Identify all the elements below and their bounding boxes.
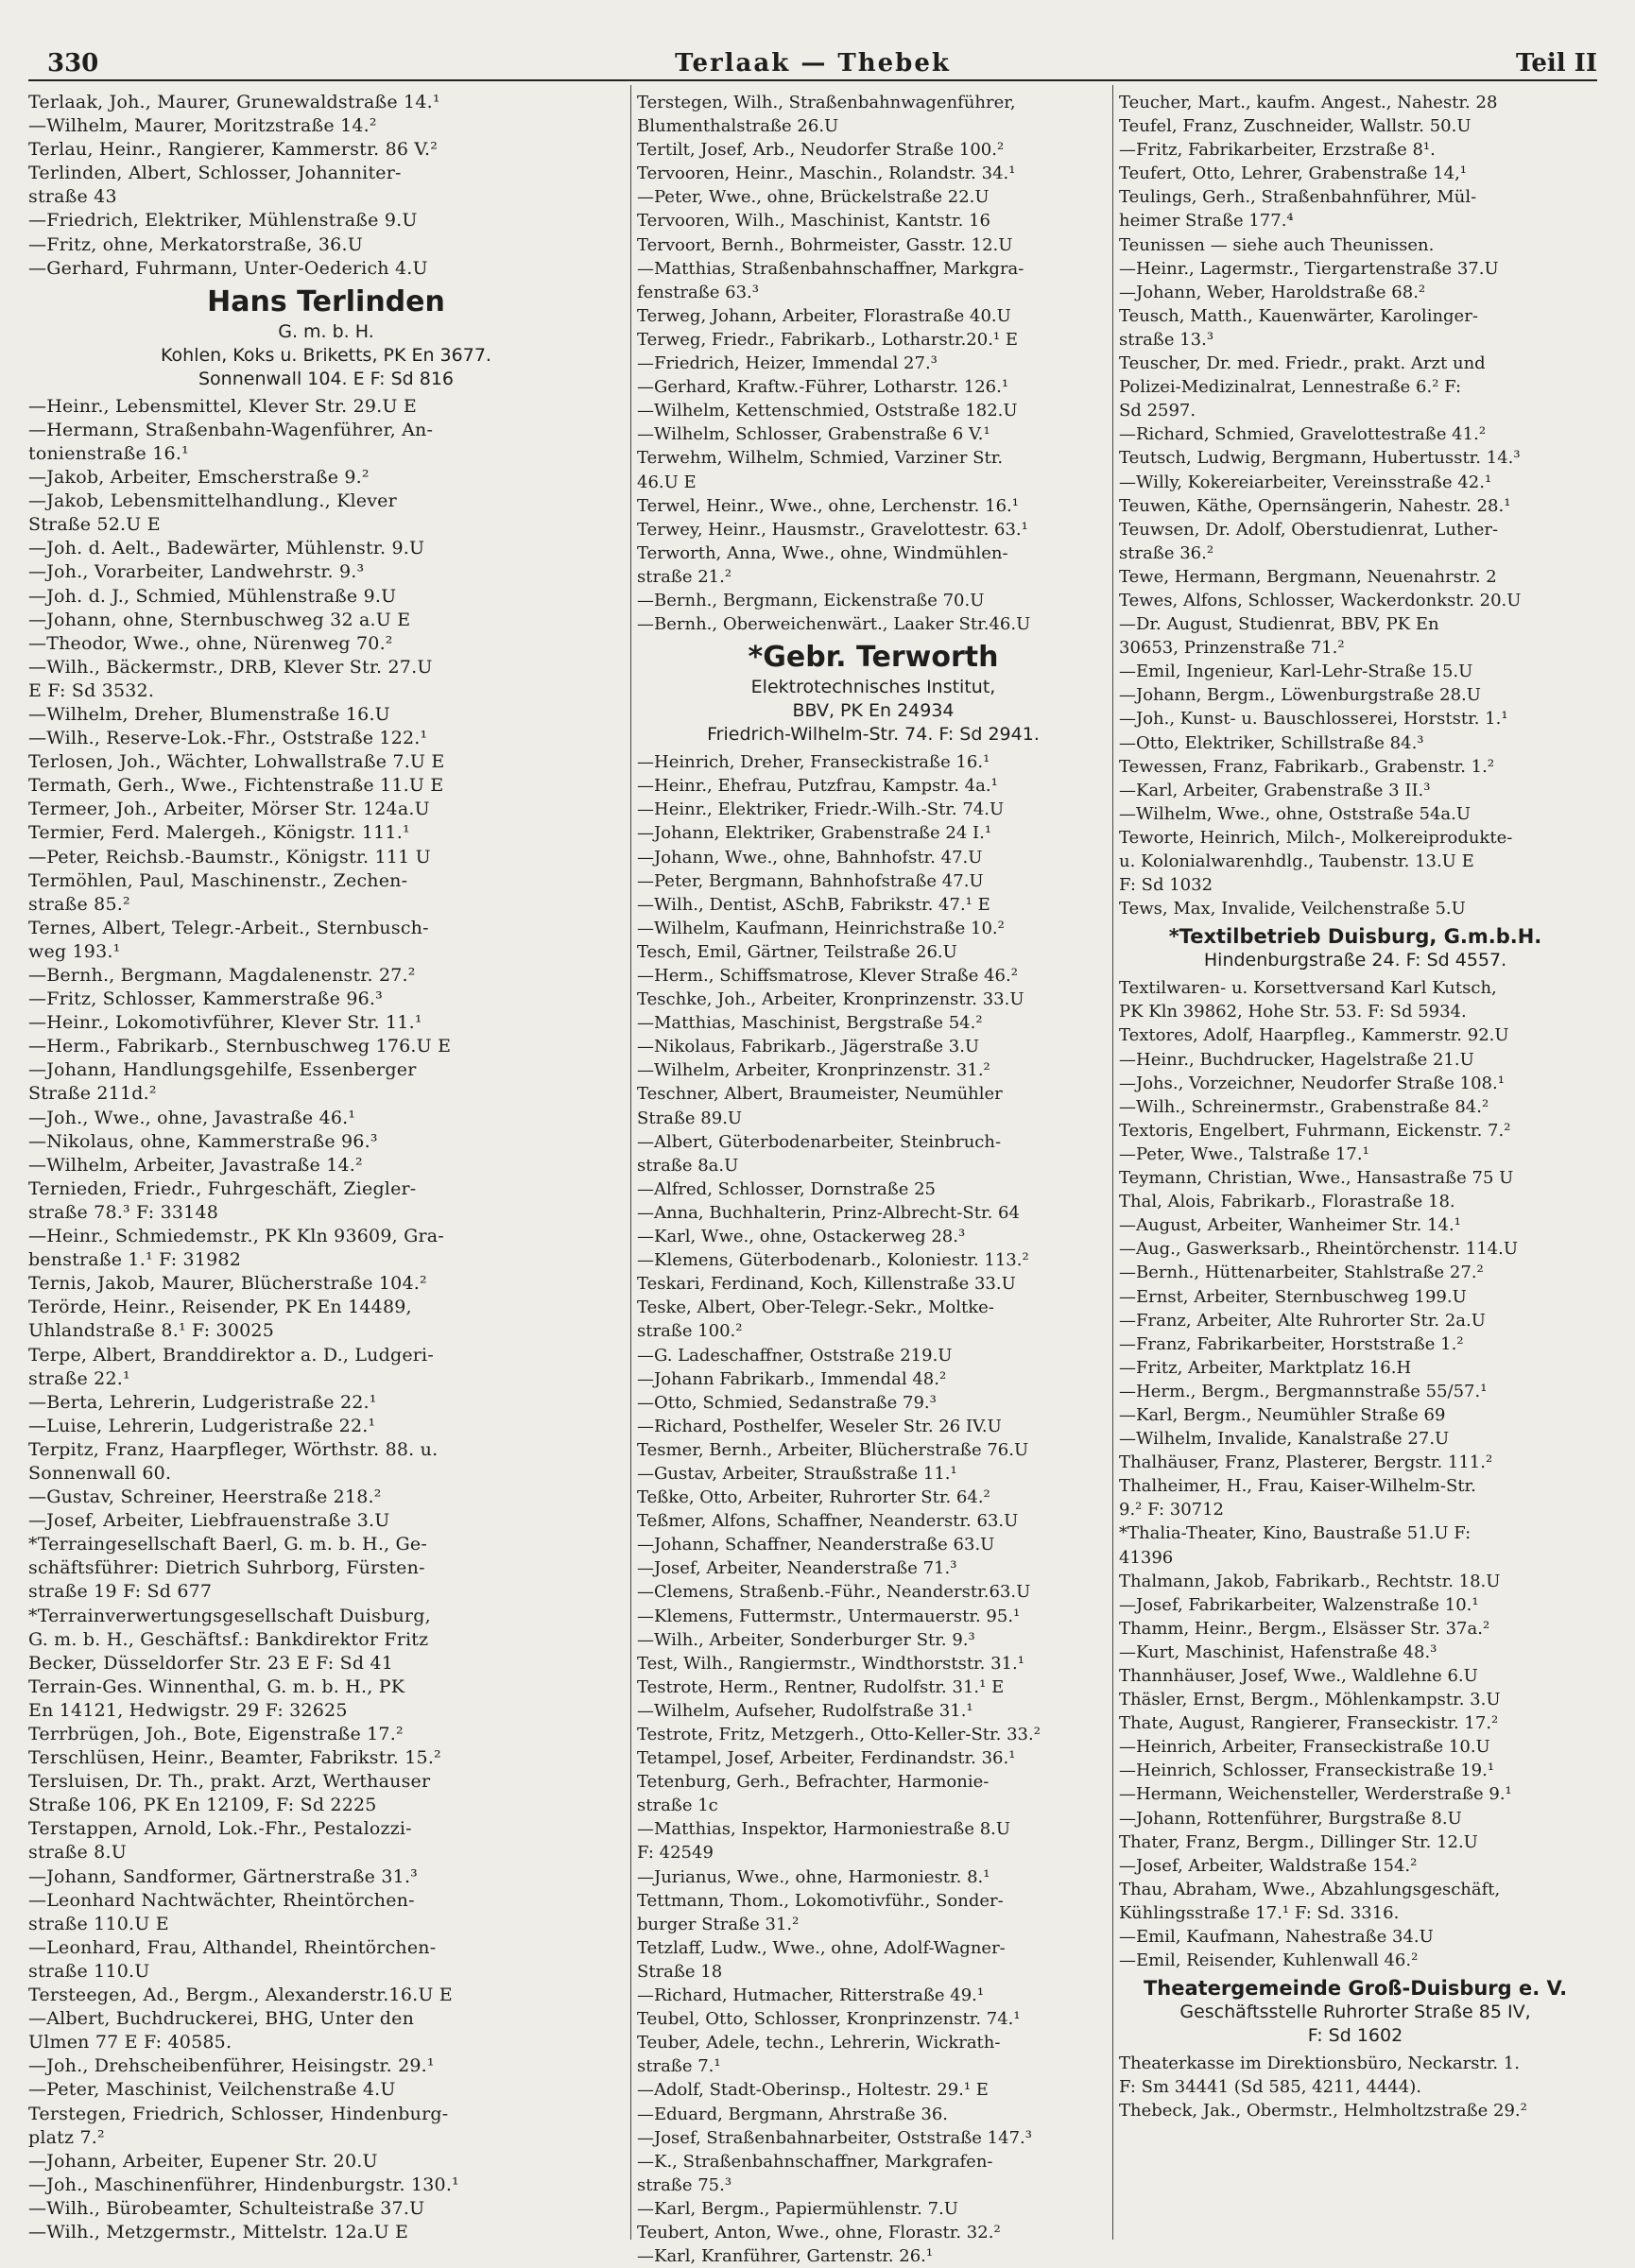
directory-entry-line: —Gustav, Schreiner, Heerstraße 218.² [28,1486,382,1508]
directory-entry-line: Textilwaren- u. Korsettversand Karl Kutsch, [1119,978,1497,999]
directory-entry-line: Tewe, Hermann, Bergmann, Neuenahrstr. 2 [1119,566,1497,587]
directory-entry-line: Teuber, Adele, techn., Lehrerin, Wickrath- [637,2033,1001,2053]
advertisement-line: F: Sd 1602 [1307,2025,1403,2047]
directory-entry-line: Teschner, Albert, Braumeister, Neumühler [637,1084,1003,1105]
directory-entry-line: Test, Wilh., Rangiermstr., Windthorststr. 31.¹ [637,1653,1024,1674]
directory-entry-line: —Johann, Handlungsgehilfe, Essenberger [28,1059,417,1081]
directory-entry-line: Tetzlaff, Ludw., Wwe., ohne, Adolf-Wagner- [637,1937,1006,1958]
directory-entry-line: —Gerhard, Kraftw.-Führer, Lotharstr. 126.¹ [637,377,1009,398]
directory-entry-line: Termath, Gerh., Wwe., Fichtenstraße 11.U E [28,775,444,797]
directory-entry-line: Thal, Alois, Fabrikarb., Florastraße 18. [1119,1192,1455,1212]
directory-entry-line: —Bernh., Bergmann, Eickenstraße 70.U [637,590,985,610]
directory-entry-line: Teskari, Ferdinand, Koch, Killenstraße 33.U [637,1274,1016,1295]
advertisement-line: Elektrotechnisches Institut, [750,677,996,698]
directory-entry-line: Terstegen, Friedrich, Schlosser, Hindenburg- [28,2103,449,2124]
directory-entry-line: Tervooren, Wilh., Maschinist, Kantstr. 16 [637,211,991,232]
directory-entry-line: —Wilhelm, Maurer, Moritzstraße 14.² [28,115,377,137]
directory-entry-line: —Johann, Sandformer, Gärtnerstraße 31.³ [28,1865,418,1887]
directory-entry-line: Tewessen, Franz, Fabrikarb., Grabenstr. 1.² [1119,756,1495,777]
directory-entry-line: 30653, Prinzenstraße 71.² [1119,638,1345,659]
advertisement-line: BBV, PK En 24934 [792,700,955,722]
directory-entry-line: —Wilh., Schreinermstr., Grabenstraße 84.² [1119,1096,1489,1117]
directory-entry-line: —Franz, Arbeiter, Alte Ruhrorter Str. 2a.U [1119,1310,1486,1331]
directory-entry-line: —Wilh., Reserve-Lok.-Fhr., Oststraße 122.¹ [28,728,428,749]
directory-entry-line: —Jurianus, Wwe., ohne, Harmoniestr. 8.¹ [637,1866,990,1887]
directory-entry-line: u. Kolonialwarenhdlg., Taubenstr. 13.U E [1119,851,1474,871]
directory-entry-line: —Karl, Bergm., Papiermühlenstr. 7.U [637,2198,958,2219]
directory-entry-line: Kühlingsstraße 17.¹ F: Sd. 3316. [1119,1902,1400,1923]
directory-entry-line: —Heinrich, Arbeiter, Franseckistraße 10.U [1119,1737,1490,1758]
directory-entry-line: Terwehm, Wilhelm, Schmied, Varziner Str. [637,448,1004,469]
directory-entry-line: —Willy, Kokereiarbeiter, Vereinsstraße 42.¹ [1119,472,1492,492]
directory-entry-line: Terpitz, Franz, Haarpfleger, Wörthstr. 88. u. [28,1438,439,1460]
directory-entry-line: 9.² F: 30712 [1119,1500,1225,1521]
directory-entry-line: Tetenburg, Gerh., Befrachter, Harmonie- [637,1772,990,1793]
directory-entry-line: —Joh., Kunst- u. Bauschlosserei, Horststr. 1.¹ [1119,709,1508,730]
directory-entry-line: —Johann, Arbeiter, Eupener Str. 20.U [28,2150,378,2172]
directory-entry-line: —Fritz, ohne, Merkatorstraße, 36.U [28,233,363,255]
directory-entry-line: Blumenthalstraße 26.U [637,116,839,137]
directory-entry-line: Teßke, Otto, Arbeiter, Ruhrorter Str. 64.² [637,1487,990,1508]
directory-entry-line: Tersluisen, Dr. Th., prakt. Arzt, Werthauser [28,1771,431,1793]
directory-entry-line: —Ernst, Arbeiter, Sternbuschweg 199.U [1119,1286,1467,1307]
directory-entry-line: straße 110.U [28,1960,150,1982]
directory-entry-line: —Otto, Schmied, Sedanstraße 79.³ [637,1392,937,1413]
directory-entry-line: Tews, Max, Invalide, Veilchenstraße 5.U [1119,899,1466,919]
directory-entry-line: straße 75.³ [637,2174,732,2195]
directory-entry-line: Terlaak, Joh., Maurer, Grunewaldstraße 14.¹ [28,92,440,112]
directory-entry-line: —Richard, Hutmacher, Ritterstraße 49.¹ [637,1985,985,2006]
directory-entry-line: Tewes, Alfons, Schlosser, Wackerdonkstr. 20.U [1119,590,1522,610]
directory-entry-line: tonienstraße 16.¹ [28,442,189,464]
directory-entry-line: —Richard, Schmied, Gravelottestraße 41.² [1119,424,1487,445]
directory-entry-line: —Fritz, Schlosser, Kammerstraße 96.³ [28,988,383,1010]
directory-entry-line: Sonnenwall 60. [28,1462,172,1484]
directory-entry-line: Terlau, Heinr., Rangierer, Kammerstr. 86 V.² [28,139,439,161]
advertisement-block [1119,1976,1592,2048]
directory-entry-line: —Joh. d. Aelt., Badewärter, Mühlenstr. 9.U [28,538,425,559]
directory-entry-line: Textores, Adolf, Haarpfleg., Kammerstr. 92.U [1119,1025,1509,1046]
column-3 [1119,91,1592,2123]
directory-entry-line: —Friedrich, Heizer, Immendal 27.³ [637,353,938,374]
advertisement-line: G. m. b. H. [278,320,374,342]
directory-entry-line: —Karl, Kranführer, Gartenstr. 26.¹ [637,2246,934,2267]
directory-entry-line: —Wilh., Bürobeamter, Schulteistraße 37.U [28,2197,425,2219]
directory-entry-line: Terweg, Friedr., Fabrikarb., Lotharstr.20.¹ E [637,329,1018,350]
directory-entry-line: Ternieden, Friedr., Fuhrgeschäft, Ziegler- [28,1177,417,1199]
directory-entry-line: —Bernh., Bergmann, Magdalenenstr. 27.² [28,965,416,986]
directory-entry-line: —Josef, Straßenbahnarbeiter, Oststraße 147.³ [637,2127,1032,2148]
directory-entry-line: —Heinr., Buchdrucker, Hagelstraße 21.U [1119,1049,1474,1070]
directory-entry-line: Terlosen, Joh., Wächter, Lohwallstraße 7.U E [28,751,445,773]
directory-entry-line: —Klemens, Futtermstr., Untermauerstr. 95.¹ [637,1606,1021,1626]
directory-entry-line: schäftsführer: Dietrich Suhrborg, Fürsten- [28,1557,425,1579]
directory-entry-line: Termeer, Joh., Arbeiter, Mörser Str. 124a.U [28,799,430,820]
directory-entry-line: *Terraingesellschaft Baerl, G. m. b. H., Ge- [28,1534,427,1555]
directory-entry-line: —Johann, Bergm., Löwenburgstraße 28.U [1119,685,1481,706]
directory-entry-line: Teucher, Mart., kaufm. Angest., Nahestr. 28 [1119,93,1498,112]
directory-entry-line: —Leonhard Nachtwächter, Rheintörchen- [28,1889,415,1911]
directory-entry-line: Thebeck, Jak., Obermstr., Helmholtzstraße 29.² [1119,2101,1527,2122]
directory-entry-line: straße 19 F: Sd 677 [28,1581,213,1603]
column-divider [1112,85,1113,2240]
directory-entry-line: Teubel, Otto, Schlosser, Kronprinzenstr. 74.¹ [637,2009,1021,2030]
directory-entry-line: —Wilh., Bäckermstr., DRB, Klever Str. 27.U [28,656,433,678]
directory-entry-line: Teusch, Matth., Kauenwärter, Karolinger- [1119,305,1478,326]
directory-entry-line: Sd 2597. [1119,401,1196,421]
directory-entry-line: benstraße 1.¹ F: 31982 [28,1249,241,1271]
directory-entry-line: platz 7.² [28,2126,105,2148]
directory-entry-line: Thäsler, Ernst, Bergm., Möhlenkampstr. 3.U [1119,1690,1501,1710]
column-2 [637,91,1110,2268]
directory-entry-line: —Wilh., Dentist, ASchB, Fabrikstr. 47.¹ E [637,894,990,915]
directory-entry-line: Straße 89.U [637,1108,743,1128]
directory-entry-line: —Johann, Schaffner, Neanderstraße 63.U [637,1535,995,1555]
directory-entry-line: —Nikolaus, Fabrikarb., Jägerstraße 3.U [637,1037,980,1057]
directory-entry-line: —Theodor, Wwe., ohne, Nürenweg 70.² [28,632,393,654]
directory-entry-line: Teufert, Otto, Lehrer, Grabenstraße 14,¹ [1119,163,1468,184]
directory-entry-line: —Bernh., Oberweichenwärt., Laaker Str.46.U [637,614,1031,635]
directory-entry-line: —Johann, Rottenführer, Burgstraße 8.U [1119,1808,1462,1829]
directory-entry-line: Straße 106, PK En 12109, F: Sd 2225 [28,1795,377,1816]
directory-entry-line: —Herm., Bergm., Bergmannstraße 55/57.¹ [1119,1381,1488,1401]
directory-entry-line: straße 78.³ F: 33148 [28,1201,219,1223]
directory-entry-line: —Josef, Arbeiter, Neanderstraße 71.³ [637,1558,957,1579]
directory-entry-line: —Peter, Wwe., Talstraße 17.¹ [1119,1143,1369,1164]
advertisement-line: Friedrich-Wilhelm-Str. 74. F: Sd 2941. [707,724,1040,746]
directory-entry-line: Terschlüsen, Heinr., Beamter, Fabrikstr. 15.² [28,1747,441,1769]
directory-entry-line: —Josef, Arbeiter, Waldstraße 154.² [1119,1855,1418,1876]
advertisement-line: *Textilbetrieb Duisburg, G.m.b.H. [1168,925,1542,949]
directory-entry-line: —Heinr., Ehefrau, Putzfrau, Kampstr. 4a.¹ [637,776,998,797]
directory-entry-line: Teulings, Gerh., Straßenbahnführer, Mül- [1119,187,1477,208]
directory-entry-line: Ternis, Jakob, Maurer, Blücherstraße 104.² [28,1273,427,1295]
directory-entry-line: —Matthias, Straßenbahnschaffner, Markgra- [637,258,1024,279]
directory-entry-line: —Joh., Wwe., ohne, Javastraße 46.¹ [28,1107,356,1128]
directory-entry-line: heimer Straße 177.⁴ [1119,211,1294,232]
advertisement-block [28,284,624,391]
directory-entry-line: Tettmann, Thom., Lokomotivführ., Sonder- [637,1890,1004,1911]
directory-entry-line: Teubert, Anton, Wwe., ohne, Florastr. 32.² [637,2222,1001,2242]
directory-entry-line: Teymann, Christian, Wwe., Hansastraße 75 U [1119,1168,1514,1189]
directory-entry-line: Terwey, Heinr., Hausmstr., Gravelottestr. 63.¹ [637,519,1028,540]
directory-entry-line: —Clemens, Straßenb.-Führ., Neanderstr.63.U [637,1582,1031,1603]
directory-entry-line: Uhlandstraße 8.¹ F: 30025 [28,1320,274,1342]
directory-entry-line: *Thalia-Theater, Kino, Baustraße 51.U F: [1119,1523,1472,1544]
directory-entry-line: Teworte, Heinrich, Milch-, Molkereiprodukte- [1119,827,1513,848]
directory-entry-line: —Heinr., Lebensmittel, Klever Str. 29.U E [28,395,417,417]
directory-entry-line: straße 85.² [28,893,130,915]
directory-entry-line: —Aug., Gaswerksarb., Rheintörchenstr. 114.U [1119,1239,1518,1260]
directory-entry-line: Terweg, Johann, Arbeiter, Florastraße 40.U [637,305,1011,326]
directory-entry-line: —Emil, Kaufmann, Nahestraße 34.U [1119,1927,1434,1948]
directory-entry-line: Terrain-Ges. Winnenthal, G. m. b. H., PK [28,1675,405,1697]
running-title: Terlaak — Thebek [675,49,951,77]
directory-entry-line: —Joh. d. J., Schmied, Mühlenstraße 9.U [28,585,397,607]
directory-entry-line: —Franz, Fabrikarbeiter, Horststraße 1.² [1119,1333,1464,1354]
directory-entry-line: —Hermann, Weichensteller, Werderstraße 9.¹ [1119,1784,1512,1805]
directory-entry-line: —Wilhelm, Wwe., ohne, Oststraße 54a.U [1119,803,1472,824]
directory-entry-line: —Dr. August, Studienrat, BBV, PK En [1119,614,1439,635]
directory-entry-line: Straße 52.U E [28,514,161,536]
directory-entry-line: Polizei-Medizinalrat, Lennestraße 6.² F: [1119,377,1462,398]
directory-entry-line: Terrbrügen, Joh., Bote, Eigenstraße 17.² [28,1724,404,1744]
directory-entry-line: 41396 [1119,1547,1174,1568]
directory-entry-line: Termöhlen, Paul, Maschinenstr., Zechen- [28,869,408,891]
directory-entry-line: —Klemens, Güterbodenarb., Koloniestr. 113.² [637,1250,1029,1271]
directory-entry-line: —Johs., Vorzeichner, Neudorfer Straße 108.¹ [1119,1073,1505,1093]
directory-entry-line: Testrote, Herm., Rentner, Rudolfstr. 31.¹ E [637,1676,1005,1697]
directory-entry-line: Becker, Düsseldorfer Str. 23 E F: Sd 41 [28,1652,394,1674]
directory-entry-line: Terstappen, Arnold, Lok.-Fhr., Pestalozzi- [28,1818,412,1840]
directory-entry-line: —Johann, Weber, Haroldstraße 68.² [1119,282,1426,302]
directory-entry-line: —Albert, Buchdruckerei, BHG, Unter den [28,2008,415,2030]
directory-entry-line: —Gustav, Arbeiter, Straußstraße 11.¹ [637,1463,957,1484]
directory-entry-line: F: 42549 [637,1843,714,1864]
directory-entry-line: G. m. b. H., Geschäftsf.: Bankdirektor Fritz [28,1628,429,1650]
directory-entry-line: —Heinr., Elektriker, Friedr.-Wilh.-Str. 74.U [637,799,1005,820]
directory-entry-line: —Matthias, Maschinist, Bergstraße 54.² [637,1013,983,1034]
directory-entry-line: —Peter, Reichsb.-Baumstr., Königstr. 111 U [28,846,431,868]
advertisement-block [1119,924,1592,972]
directory-entry-line: straße 43 [28,186,117,208]
directory-entry-line: Terpe, Albert, Branddirektor a. D., Ludgeri- [28,1344,434,1366]
advertisement-line: Sonnenwall 104. E F: Sd 816 [198,368,454,389]
directory-entry-line: Tesch, Emil, Gärtner, Teilstraße 26.U [637,941,957,962]
directory-entry-line: —Anna, Buchhalterin, Prinz-Albrecht-Str. 64 [637,1202,1020,1223]
directory-entry-line: —Otto, Elektriker, Schillstraße 84.³ [1119,732,1424,753]
directory-entry-line: straße 8.U [28,1842,127,1864]
directory-entry-line: —Albert, Güterbodenarbeiter, Steinbruch- [637,1131,1002,1152]
directory-entry-line: —Wilhelm, Aufseher, Rudolfstraße 31.¹ [637,1700,973,1721]
directory-entry-line: —Joh., Maschinenführer, Hindenburgstr. 130.¹ [28,2174,459,2195]
directory-entry-line: —Wilhelm, Dreher, Blumenstraße 16.U [28,703,390,725]
directory-entry-line: Straße 211d.² [28,1083,157,1105]
directory-entry-line: Ternes, Albert, Telegr.-Arbeit., Sternbusch- [28,917,429,938]
directory-entry-line: —Fritz, Arbeiter, Marktplatz 16.H [1119,1357,1412,1378]
directory-entry-line: —Johann Fabrikarb., Immendal 48.² [637,1368,947,1389]
directory-entry-line: —Heinr., Lagermstr., Tiergartenstraße 37.U [1119,258,1499,279]
directory-entry-line: —Bernh., Hüttenarbeiter, Stahlstraße 27.² [1119,1263,1484,1283]
directory-entry-line: —Nikolaus, ohne, Kammerstraße 96.³ [28,1130,378,1152]
directory-entry-line: —Wilhelm, Invalide, Kanalstraße 27.U [1119,1429,1450,1450]
directory-entry-line: burger Straße 31.² [637,1914,800,1934]
directory-entry-line: Tervooren, Heinr., Maschin., Rolandstr. 34.¹ [637,163,1016,184]
directory-entry-line: —Peter, Bergmann, Bahnhofstraße 47.U [637,870,984,891]
directory-entry-line: —Luise, Lehrerin, Ludgeristraße 22.¹ [28,1415,376,1436]
directory-entry-line: —Joh., Vorarbeiter, Landwehrstr. 9.³ [28,561,365,583]
directory-entry-line: Terörde, Heinr., Reisender, PK En 14489, [28,1297,412,1318]
directory-entry-line: —Karl, Wwe., ohne, Ostackerweg 28.³ [637,1227,966,1247]
directory-entry-line: straße 36.² [1119,542,1214,563]
directory-entry-line: —Leonhard, Frau, Althandel, Rheintörchen- [28,1936,437,1958]
directory-entry-line: Teutsch, Ludwig, Bergmann, Hubertusstr. 14.³ [1119,448,1521,469]
directory-entry-line: —Josef, Fabrikarbeiter, Walzenstraße 10.¹ [1119,1594,1479,1615]
directory-entry-line: Thannhäuser, Josef, Wwe., Waldlehne 6.U [1119,1666,1478,1686]
directory-entry-line: —Karl, Arbeiter, Grabenstraße 3 II.³ [1119,780,1431,800]
directory-entry-line: Theaterkasse im Direktionsbüro, Neckarstr. 1. [1119,2053,1520,2074]
directory-entry-line: —Wilhelm, Kaufmann, Heinrichstraße 10.² [637,918,1005,938]
advertisement-line: Geschäftsstelle Ruhrorter Straße 85 IV, [1179,2002,1531,2023]
directory-entry-line: Terstegen, Wilh., Straßenbahnwagenführer, [637,93,1016,112]
advertisement-line: Theatergemeinde Groß-Duisburg e. V. [1143,1977,1568,2001]
directory-entry-line: straße 7.¹ [637,2056,721,2077]
directory-entry-line: —Joh., Drehscheibenführer, Heisingstr. 29.¹ [28,2055,435,2077]
directory-entry-line: straße 100.² [637,1321,743,1342]
directory-entry-line: Terworth, Anna, Wwe., ohne, Windmühlen- [637,542,1008,563]
advertisement-line: Hindenburgstraße 24. F: Sd 4557. [1203,950,1507,971]
directory-entry-line: Tetampel, Josef, Arbeiter, Ferdinandstr. 36.¹ [637,1748,1016,1769]
directory-entry-line: —Josef, Arbeiter, Liebfrauenstraße 3.U [28,1510,390,1532]
directory-entry-line: —Heinr., Schmiedemstr., PK Kln 93609, Gra- [28,1226,444,1247]
directory-entry-line: Thalheimer, H., Frau, Kaiser-Wilhelm-Str. [1119,1476,1476,1497]
directory-entry-line: Straße 18 [637,1961,723,1982]
directory-entry-line: —Wilhelm, Schlosser, Grabenstraße 6 V.¹ [637,424,990,445]
directory-entry-line: —Fritz, Fabrikarbeiter, Erzstraße 8¹. [1119,140,1436,161]
directory-entry-line: Tersteegen, Ad., Bergm., Alexanderstr.16.U E [28,1984,453,2006]
column-divider [630,85,631,2240]
directory-entry-line: —Heinr., Lokomotivführer, Klever Str. 11.¹ [28,1012,422,1034]
directory-entry-line: Testrote, Fritz, Metzgerh., Otto-Keller-Str. 33.² [637,1725,1041,1744]
directory-entry-line: —Peter, Maschinist, Veilchenstraße 4.U [28,2079,396,2101]
directory-entry-line: Thate, August, Rangierer, Franseckistr. 17.² [1119,1713,1499,1734]
directory-entry-line: straße 22.¹ [28,1367,130,1389]
directory-entry-line: —August, Arbeiter, Wanheimer Str. 14.¹ [1119,1215,1461,1236]
directory-entry-line: —Alfred, Schlosser, Dornstraße 25 [637,1178,937,1199]
part-label: Teil II [1515,49,1597,77]
directory-entry-line: Teuscher, Dr. med. Friedr., prakt. Arzt und [1119,353,1486,374]
directory-entry-line: E F: Sd 3532. [28,679,155,701]
directory-entry-line: —Heinrich, Dreher, Franseckistraße 16.¹ [637,752,990,773]
directory-entry-line: Tesmer, Bernh., Arbeiter, Blücherstraße 76.U [637,1439,1029,1460]
directory-entry-line: —Herm., Schiffsmatrose, Klever Straße 46.² [637,966,1018,986]
directory-entry-line: —Karl, Bergm., Neumühler Straße 69 [1119,1404,1446,1425]
directory-entry-line: F: Sm 34441 (Sd 585, 4211, 4444). [1119,2077,1421,2098]
directory-entry-line: —Heinrich, Schlosser, Franseckistraße 19.¹ [1119,1761,1495,1781]
directory-entry-line: —Johann, Elektriker, Grabenstraße 24 I.¹ [637,823,992,844]
directory-entry-line: —Wilh., Metzgermstr., Mittelstr. 12a.U E [28,2221,409,2242]
directory-entry-line: —Friedrich, Elektriker, Mühlenstraße 9.U [28,210,418,232]
directory-entry-line: Tervoort, Bernh., Bohrmeister, Gasstr. 12.U [637,234,1013,255]
directory-entry-line: Thater, Franz, Bergm., Dillinger Str. 12.U [1119,1831,1478,1852]
directory-entry-line: Teßmer, Alfons, Schaffner, Neanderstr. 63.U [637,1511,1019,1532]
directory-entry-line: Teufel, Franz, Zuschneider, Wallstr. 50.U [1119,116,1472,137]
directory-entry-line: Teunissen — siehe auch Theunissen. [1119,234,1435,255]
directory-entry-line: straße 13.³ [1119,329,1214,350]
directory-entry-line: —Herm., Fabrikarb., Sternbuschweg 176.U E [28,1036,452,1057]
directory-entry-line: —Johann, ohne, Sternbuschweg 32 a.U E [28,609,411,630]
directory-entry-line: Thau, Abraham, Wwe., Abzahlungsgeschäft, [1119,1879,1501,1899]
directory-entry-line: En 14121, Hedwigstr. 29 F: 32625 [28,1699,348,1721]
directory-entry-line: straße 110.U E [28,1913,169,1934]
directory-entry-line: —Johann, Wwe., ohne, Bahnhofstr. 47.U [637,847,983,868]
advertisement-line: *Gebr. Terworth [748,641,999,675]
directory-entry-line: Teuwen, Käthe, Opernsängerin, Nahestr. 28.¹ [1119,495,1511,516]
directory-entry-line: weg 193.¹ [28,940,121,962]
advertisement-line: Hans Terlinden [207,284,445,318]
directory-entry-line: Teschke, Joh., Arbeiter, Kronprinzenstr. 33.U [637,989,1024,1010]
directory-entry-line: —Richard, Posthelfer, Weseler Str. 26 IV.U [637,1416,1002,1436]
column-1 [28,91,624,2244]
advertisement-line: Kohlen, Koks u. Briketts, PK En 3677. [161,344,491,366]
directory-entry-line: Teske, Albert, Ober-Telegr.-Sekr., Moltke- [637,1297,994,1318]
directory-entry-line: —Kurt, Maschinist, Hafenstraße 48.³ [1119,1641,1437,1662]
directory-entry-line: —Emil, Ingenieur, Karl-Lehr-Straße 15.U [1119,662,1473,682]
directory-entry-line: —Peter, Wwe., ohne, Brückelstraße 22.U [637,187,990,208]
directory-entry-line: —Jakob, Arbeiter, Emscherstraße 9.² [28,467,370,489]
directory-entry-line: F: Sd 1032 [1119,875,1213,896]
directory-entry-line: —Wilh., Arbeiter, Sonderburger Str. 9.³ [637,1629,975,1650]
page-number: 330 [47,49,99,77]
directory-entry-line: straße 21.² [637,566,732,587]
directory-entry-line: Textoris, Engelbert, Fuhrmann, Eickenstr. 7.² [1119,1120,1511,1141]
directory-entry-line: —Jakob, Lebensmittelhandlung., Klever [28,490,397,512]
directory-entry-line: Teuwsen, Dr. Adolf, Oberstudienrat, Luther- [1119,519,1499,540]
directory-entry-line: Thalhäuser, Franz, Plasterer, Bergstr. 111.² [1119,1452,1493,1473]
directory-entry-line: —K., Straßenbahnschaffner, Markgrafen- [637,2151,993,2172]
page-header [28,47,1597,81]
directory-entry-line: straße 1c [637,1796,718,1816]
directory-entry-line: —Wilhelm, Arbeiter, Kronprinzenstr. 31.² [637,1060,990,1081]
directory-entry-line: —Gerhard, Fuhrmann, Unter-Oederich 4.U [28,257,428,279]
directory-entry-line: Thamm, Heinr., Bergm., Elsässer Str. 37a.² [1119,1618,1490,1639]
directory-entry-line: Tertilt, Josef, Arb., Neudorfer Straße 100.² [637,140,1005,161]
directory-entry-line: Termier, Ferd. Malergeh., Königstr. 111.¹ [28,822,410,844]
directory-entry-line: Thalmann, Jakob, Fabrikarb., Rechtstr. 18.U [1119,1571,1501,1591]
directory-entry-line: —Adolf, Stadt-Oberinsp., Holtestr. 29.¹ E [637,2080,989,2101]
directory-entry-line: —Matthias, Inspektor, Harmoniestraße 8.U [637,1819,1011,1840]
directory-entry-line: fenstraße 63.³ [637,282,759,302]
directory-entry-line: Terwel, Heinr., Wwe., ohne, Lerchenstr. 16.¹ [637,495,1019,516]
directory-entry-line: *Terrainverwertungsgesellschaft Duisburg, [28,1605,431,1626]
directory-entry-line: —Eduard, Bergmann, Ahrstraße 36. [637,2104,949,2124]
directory-entry-line: —Wilhelm, Kettenschmied, Oststraße 182.U [637,401,1018,421]
directory-entry-line: 46.U E [637,472,697,492]
directory-entry-line: —Hermann, Straßenbahn-Wagenführer, An- [28,419,434,440]
directory-entry-line: straße 8a.U [637,1155,739,1176]
directory-entry-line: —Emil, Reisender, Kuhlenwall 46.² [1119,1950,1419,1971]
directory-entry-line: —G. Ladeschaffner, Oststraße 219.U [637,1345,953,1366]
directory-entry-line: PK Kln 39862, Hohe Str. 53. F: Sd 5934. [1119,1002,1467,1022]
directory-entry-line: Terlinden, Albert, Schlosser, Johanniter- [28,163,402,184]
directory-entry-line: —Berta, Lehrerin, Ludgeristraße 22.¹ [28,1391,377,1413]
advertisement-block [637,640,1110,747]
directory-entry-line: Ulmen 77 E F: 40585. [28,2032,232,2053]
directory-entry-line: —Wilhelm, Arbeiter, Javastraße 14.² [28,1154,363,1176]
